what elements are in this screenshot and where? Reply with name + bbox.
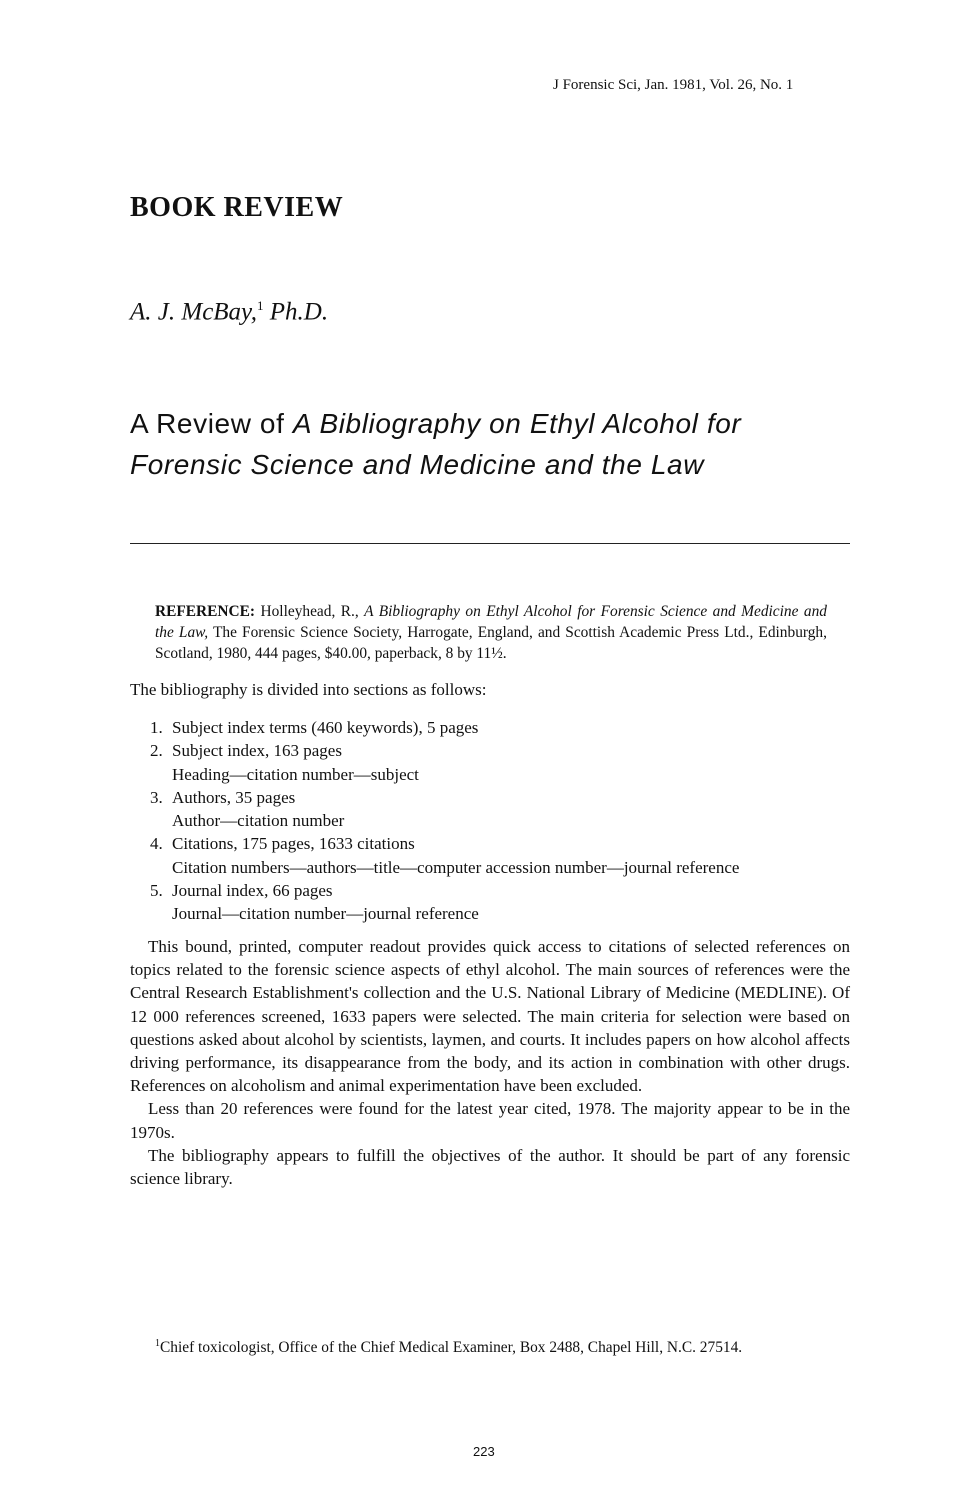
- list-item: [130, 739, 850, 786]
- list-number: 5.: [150, 881, 163, 901]
- running-head: J Forensic Sci, Jan. 1981, Vol. 26, No. 1: [553, 77, 794, 93]
- list-subtext: Heading—citation number—subject: [172, 764, 419, 784]
- list-text: Authors, 35 pages: [172, 787, 296, 807]
- intro-text: The bibliography is divided into sections as follows:: [130, 680, 487, 699]
- sections-list: [130, 716, 850, 926]
- list-subtext: Journal—citation number—journal reference: [172, 904, 479, 924]
- list-text: Subject index, 163 pages: [172, 741, 342, 761]
- author-line: [130, 298, 328, 326]
- reference-details: The Forensic Science Society, Harrogate, England, and Scottish Academic Press Ltd., Edinburgh, Scotland, 1980, 444 pages, $40.00, paperback, 8 by 11½.: [155, 624, 827, 662]
- list-item: [130, 786, 850, 833]
- footnote-mark: 1: [257, 298, 264, 313]
- page-number: 223: [473, 1444, 495, 1459]
- list-number: 1.: [150, 718, 163, 737]
- list-subtext: Citation numbers—authors—title—computer accession number—journal reference: [172, 857, 740, 877]
- reference-label: REFERENCE:: [155, 603, 256, 620]
- footnote: [155, 1338, 742, 1357]
- list-number: 2.: [150, 741, 163, 761]
- list-text: Subject index terms (460 keywords), 5 pages: [172, 718, 479, 737]
- reference-book-title: A Bibliography on Ethyl Alcohol for Forensic Science and Medicine and the Law,: [155, 603, 827, 641]
- footnote-text: Chief toxicologist, Office of the Chief Medical Examiner, Box 2488, Chapel Hill, N.C. 27514.: [160, 1339, 743, 1357]
- author-degree: Ph.D.: [269, 298, 329, 326]
- article-title: [130, 403, 850, 485]
- paragraph: The bibliography appears to fulfill the objectives of the author. It should be part of any forensic science library.: [130, 1145, 850, 1189]
- reference-block: [155, 601, 827, 664]
- section-heading: BOOK REVIEW: [130, 192, 344, 223]
- paragraph: Less than 20 references were found for the latest year cited, 1978. The majority appear to be in the 1970s.: [130, 1099, 850, 1142]
- reference-author: Holleyhead, R.,: [260, 603, 365, 620]
- list-item: [130, 716, 850, 739]
- list-item: [130, 879, 850, 926]
- paragraph: This bound, printed, computer readout provides quick access to citations of selected references on topics related to the forensic science aspects of ethyl alcohol. The main sources of references were the Central Research Establishment's collection and the U.S. National Library of Medicine (MEDLINE). Of 12 000 references screened, 1633 papers were selected. The main criteria for selection were based on questions asked about alcohol by scientists, laymen, and courts. It includes papers on how alcohol affects driving performance, its disappearance from the body, and its action in combination with other drugs. References on alcoholism and animal experimentation have been excluded.: [130, 937, 850, 1096]
- list-number: 3.: [150, 787, 163, 807]
- list-number: 4.: [150, 834, 163, 854]
- list-text: Journal index, 66 pages: [172, 881, 333, 901]
- list-subtext: Author—citation number: [172, 811, 345, 831]
- title-italic-1: A Bibliography on Ethyl Alcohol for: [292, 408, 742, 439]
- footnote-mark: 1: [155, 1338, 160, 1349]
- title-italic-2: Forensic Science and Medicine and the Law: [130, 449, 705, 480]
- author-name: A. J. McBay,: [130, 298, 258, 326]
- list-text: Citations, 175 pages, 1633 citations: [172, 834, 415, 854]
- title-prefix: A Review of: [130, 408, 293, 439]
- list-item: [130, 832, 850, 879]
- divider: [130, 543, 850, 544]
- body-text: [130, 935, 850, 1190]
